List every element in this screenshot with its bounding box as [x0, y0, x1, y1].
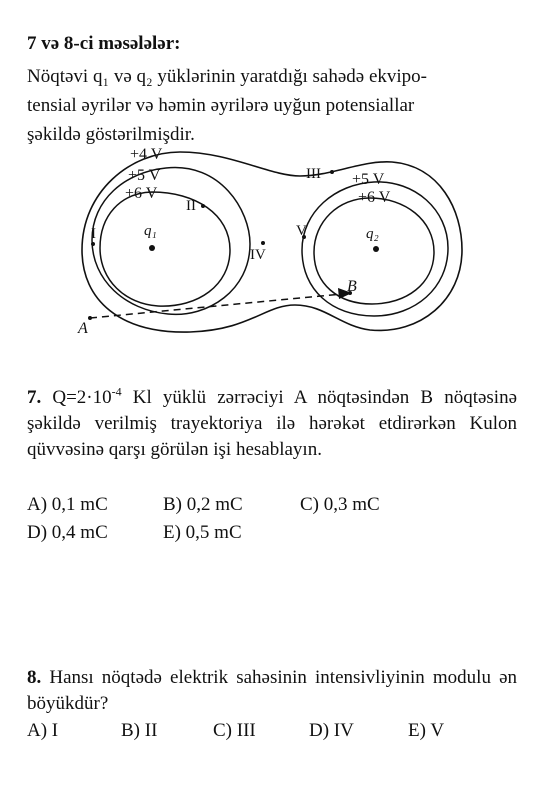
- point-I-dot: [91, 242, 95, 246]
- charge-q2-dot: [373, 246, 379, 252]
- label-point-II: II: [186, 198, 196, 214]
- q8-option-a[interactable]: A) I: [27, 720, 59, 741]
- label-point-I: I: [91, 226, 96, 242]
- label-5v-right: +5 V: [352, 171, 385, 188]
- label-q2: q₂: [366, 226, 379, 242]
- label-5v-left: +5 V: [128, 167, 161, 184]
- equipotential-figure: [70, 140, 470, 340]
- q8-option-c[interactable]: C) III: [213, 720, 256, 741]
- equipotential-6v-left: [100, 192, 230, 306]
- label-point-III: III: [306, 166, 321, 182]
- label-4v: +4 V: [130, 146, 163, 163]
- q7-option-e[interactable]: E) 0,5 mC: [163, 522, 242, 543]
- question-number: 7.: [27, 387, 42, 408]
- q8-option-e[interactable]: E) V: [408, 720, 445, 741]
- question-text: Kl yüklü zərrəciyi A nöqtəsindən B nöqtəsinə şəkildə verilmiş trayektoriya ilə hərəkət etdirərkən Kulon qüvvəsinə qarşı görülən işi hesablayın.: [27, 387, 518, 460]
- label-q1: q₁: [144, 223, 157, 239]
- intro-line: şəkildə göstərilmişdir.: [27, 124, 195, 145]
- question-text: Q=2·10: [41, 387, 112, 408]
- question-8: [27, 665, 517, 717]
- intro-line: Nöqtəvi q₁ və q₂ yüklərinin yaratdığı sahədə ekvipo-: [27, 66, 428, 87]
- label-point-V: V: [296, 223, 307, 239]
- q7-option-c[interactable]: C) 0,3 mC: [300, 494, 380, 515]
- q7-option-b[interactable]: B) 0,2 mC: [163, 494, 243, 515]
- label-6v-left: +6 V: [125, 185, 158, 202]
- label-point-B: B: [347, 278, 357, 295]
- question-text: Hansı nöqtədə elektrik sahəsinin intensivliyinin modulu ən böyükdür?: [27, 667, 517, 714]
- q8-option-d[interactable]: D) IV: [309, 720, 354, 741]
- label-point-IV: IV: [250, 247, 266, 263]
- question-number: 8.: [27, 667, 42, 688]
- point-IV-dot: [261, 241, 265, 245]
- q7-option-a[interactable]: A) 0,1 mC: [27, 494, 108, 515]
- point-II-dot: [201, 204, 205, 208]
- q7-option-d[interactable]: D) 0,4 mC: [27, 522, 108, 543]
- question-7: [27, 385, 517, 463]
- charge-q1-dot: [149, 245, 155, 251]
- label-point-A: A: [78, 320, 88, 337]
- q8-option-b[interactable]: B) II: [121, 720, 158, 741]
- exponent: -4: [111, 384, 122, 399]
- intro-paragraph: [27, 62, 517, 149]
- label-6v-right: +6 V: [358, 189, 391, 206]
- point-III-dot: [330, 170, 334, 174]
- section-title: 7 və 8-ci məsələlər:: [27, 33, 181, 54]
- intro-line: tensial əyrilər və həmin əyrilərə uyğun potensiallar: [27, 95, 415, 116]
- equipotential-5v-left: [92, 167, 250, 314]
